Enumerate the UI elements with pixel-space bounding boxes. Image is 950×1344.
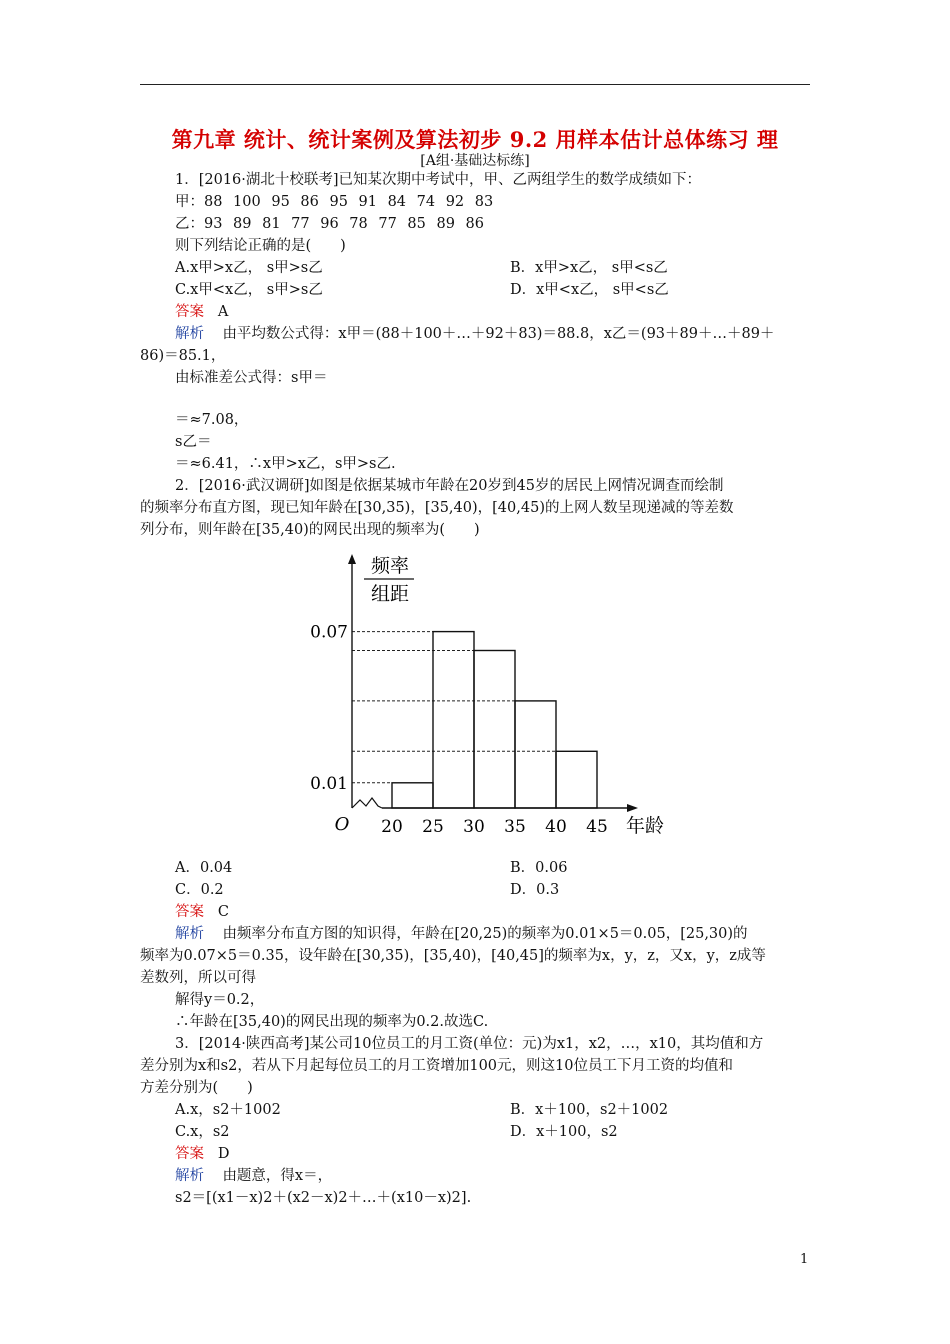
answer-label: 答案 — [175, 304, 204, 320]
q1-answer: A — [217, 304, 229, 320]
q1-option-b: B．x甲>x乙， s甲<s乙 — [510, 260, 668, 276]
q1-ask: 则下列结论正确的是( ) — [175, 238, 346, 254]
q1-row-jia: 甲：88 100 95 86 95 91 84 74 92 83 — [175, 194, 494, 210]
analysis-label: 解析 — [175, 926, 204, 942]
analysis-label: 解析 — [175, 326, 204, 342]
x-axis-arrow — [627, 804, 638, 812]
x-tick-label: 40 — [545, 817, 567, 837]
histogram-bar — [556, 751, 597, 808]
q2-stem-2: 的频率分布直方图，现已知年龄在[30,35)，[35,40)，[40,45)的上网人数呈现递减的等差数 — [140, 500, 734, 516]
q3-answer: D — [217, 1146, 230, 1162]
histogram-bar — [392, 783, 433, 808]
q1-solution-6: ＝≈6.41，∴x甲>x乙，s甲>s乙. — [175, 456, 396, 472]
q1-row-yi: 乙：93 89 81 77 96 78 77 85 89 86 — [175, 216, 484, 232]
q1-stem: 1．[2016·湖北十校联考]已知某次期中考试中，甲、乙两组学生的数学成绩如下： — [175, 172, 702, 188]
answer-label: 答案 — [175, 1146, 204, 1162]
ylabel-numerator: 频率 — [370, 555, 410, 577]
header-rule — [140, 84, 810, 85]
origin-label: O — [334, 814, 350, 835]
q1-option-d: D．x甲<x乙， s甲<s乙 — [510, 282, 669, 298]
q2-solution-2: 频率为0.07×5＝0.35，设年龄在[30,35)，[35,40)，[40,45]的频率为x，y，z，又x，y，z成等 — [140, 948, 766, 964]
q2-answer-line — [175, 902, 229, 922]
q1-option-a: A.x甲>x乙， s甲>s乙 — [175, 260, 323, 276]
q3-stem-2: 差分别为x和s2，若从下月起每位员工的月工资增加100元，则这10位员工下月工资的均值和 — [140, 1058, 733, 1074]
q1-solution-4: ＝≈7.08， — [175, 412, 249, 428]
q3-stem-3: 方差分别为( ) — [140, 1080, 253, 1096]
q3-solution-1: 由题意，得x＝， — [222, 1168, 333, 1184]
y-axis-arrow — [348, 554, 356, 564]
analysis-label: 解析 — [175, 1168, 204, 1184]
q1-solution-5: s乙＝ — [175, 434, 212, 450]
x-tick-label: 30 — [463, 817, 485, 837]
q3-solution-line-1 — [175, 1166, 332, 1186]
q3-answer-line — [175, 1144, 229, 1164]
q3-stem-1: 3．[2014·陕西高考]某公司10位员工的月工资(单位：元)为x1，x2，…，x10，其均值和方 — [175, 1036, 764, 1052]
x-axis-label: 年龄 — [625, 815, 665, 837]
q2-solution-line-1 — [175, 924, 748, 944]
axis-break-zigzag — [352, 798, 382, 808]
q2-solution-3: 差数列，所以可得 — [140, 970, 256, 986]
q2-answer: C — [217, 904, 229, 920]
q3-option-d: D．x＋100，s2 — [510, 1124, 618, 1140]
x-tick-label: 25 — [422, 817, 444, 837]
histogram-bar — [474, 651, 515, 809]
x-tick-label: 35 — [504, 817, 526, 837]
q3-option-c: C.x，s2 — [175, 1124, 230, 1140]
q1-solution-2: 86)＝85.1， — [140, 348, 226, 364]
q1-solution-1: 由平均数公式得：x甲＝(88＋100＋…＋92＋83)＝88.8，x乙＝(93＋89＋…＋89＋ — [222, 326, 775, 342]
q2-option-c: C．0.2 — [175, 882, 224, 898]
x-tick-label: 20 — [381, 817, 403, 837]
page-number: 1 — [800, 1252, 809, 1267]
answer-label: 答案 — [175, 904, 204, 920]
q2-option-a: A．0.04 — [175, 860, 233, 876]
x-tick-label: 45 — [586, 817, 608, 837]
q2-option-d: D．0.3 — [510, 882, 560, 898]
q1-answer-line — [175, 302, 228, 322]
ylabel-denominator: 组距 — [370, 583, 410, 605]
q3-option-b: B．x＋100，s2＋1002 — [510, 1102, 669, 1118]
page-title: 第九章 统计、统计案例及算法初步 9.2 用样本估计总体练习 理 — [171, 127, 779, 152]
y-tick-label: 0.07 — [310, 622, 348, 643]
q2-stem-3: 列分布，则年龄在[35,40)的网民出现的频率为( ) — [140, 522, 480, 538]
q3-option-a: A.x，s2＋1002 — [175, 1102, 281, 1118]
histogram-bar — [433, 632, 474, 808]
q2-solution-4: 解得y＝0.2， — [175, 992, 265, 1008]
q2-option-b: B．0.06 — [510, 860, 568, 876]
q3-solution-2: s2＝[(x1－x)2＋(x2－x)2＋…＋(x10－x)2]. — [175, 1190, 472, 1206]
q1-option-c: C.x甲<x乙， s甲>s乙 — [175, 282, 323, 298]
q1-solution-3: 由标准差公式得：s甲＝ — [175, 370, 328, 386]
y-tick-label: 0.01 — [310, 773, 348, 794]
histogram-bar — [515, 701, 556, 808]
q2-stem-1: 2．[2016·武汉调研]如图是依据某城市年龄在20岁到45岁的居民上网情况调查而绘制 — [175, 478, 724, 494]
q1-solution-line-1 — [175, 324, 774, 344]
q2-solution-5: ∴年龄在[35,40)的网民出现的频率为0.2.故选C. — [175, 1014, 489, 1030]
section-subtitle: [A组·基础达标练] — [420, 153, 530, 169]
histogram-chart — [300, 548, 680, 848]
q2-solution-1: 由频率分布直方图的知识得，年龄在[20,25)的频率为0.01×5＝0.05，[25,30)的 — [222, 926, 748, 942]
